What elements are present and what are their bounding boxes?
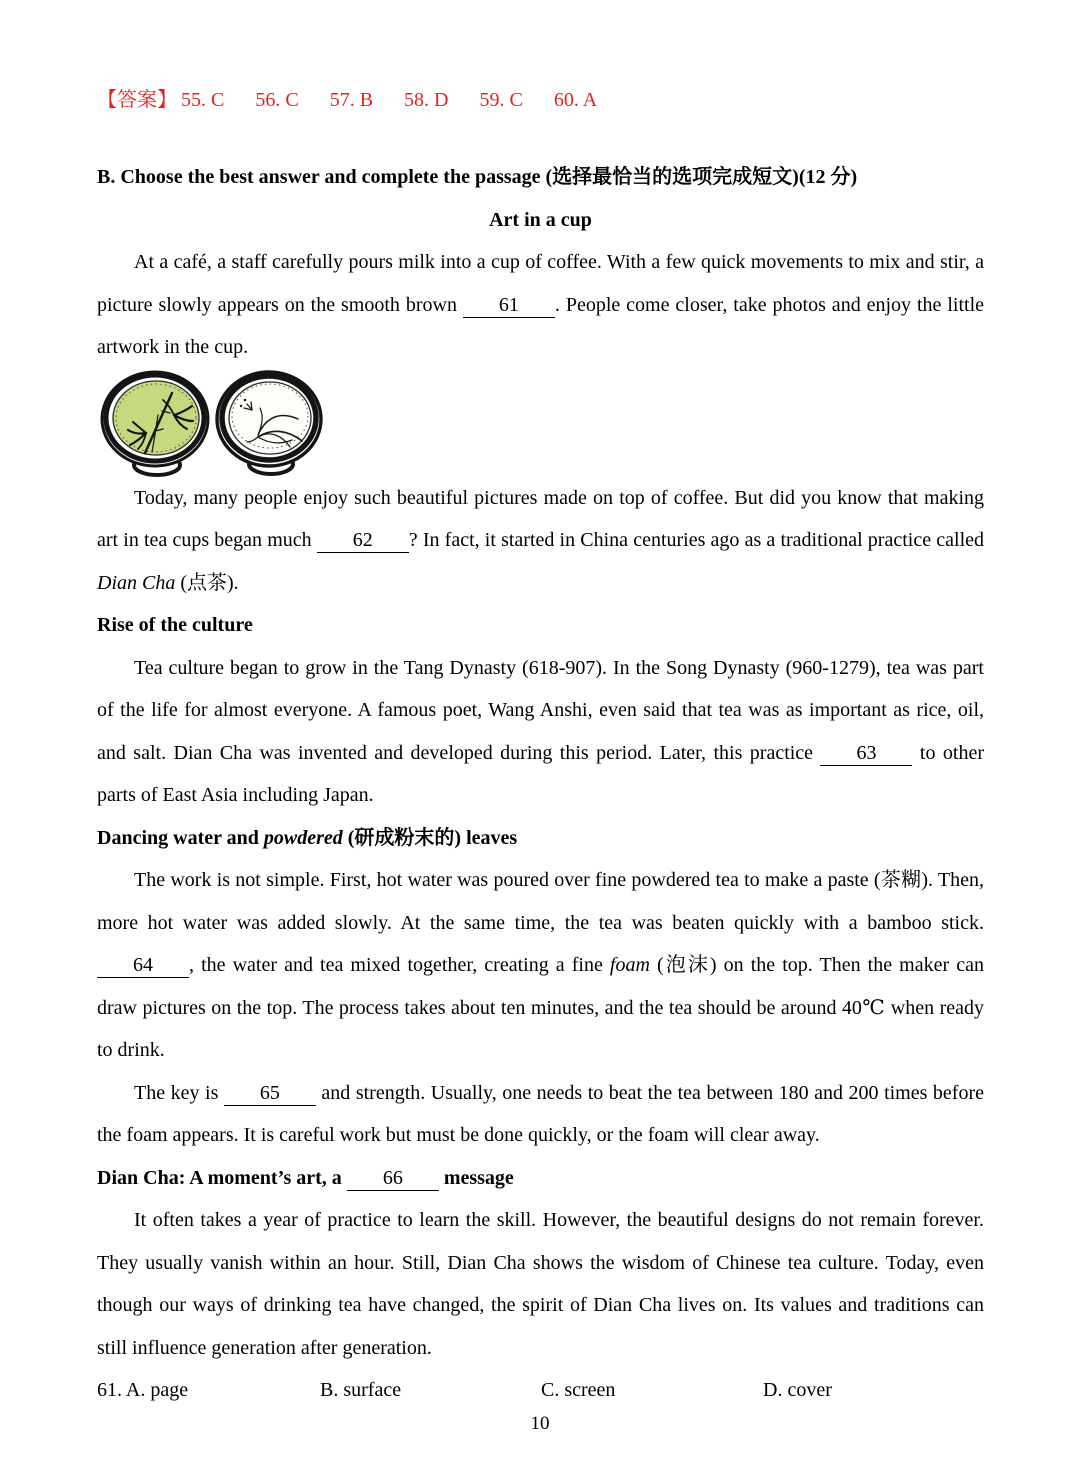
blank-62: 62 (317, 528, 409, 553)
answer-item-59: 59. C (479, 89, 523, 111)
answer-item-55: 55. C (181, 89, 225, 111)
text-run: Dian Cha: A moment’s art, a (97, 1166, 347, 1189)
text-run: Dian Cha (97, 571, 176, 594)
blank-64: 64 (97, 953, 189, 978)
option-61-b: B. surface (320, 1379, 402, 1401)
paragraph-6 (97, 1199, 984, 1369)
text-run: Tea culture began to grow in the Tang Dynasty (618-907). In the Song Dynasty (960-1279), tea was part of the life for almost everyone. A famous poet, Wang Anshi, even said that tea was as important as rice, oil, and salt. Dian Cha was invented and developed during this period. Later, this practice (97, 656, 984, 764)
text-run: , the water and tea mixed together, creating a fine (189, 954, 610, 976)
blank-63: 63 (820, 741, 912, 766)
text-run: powdered (263, 826, 343, 849)
text-run: The work is not simple. First, hot water was poured over fine powdered tea to make a paste (茶糊). Then, more hot water was added slowly. At the same time, the tea was beaten quickly with a bamboo stick. (97, 869, 984, 934)
text-run: (泡沫) on the top. Then the maker can draw pictures on the top. The process takes about ten minutes, and the tea should be around 40℃ when ready to drink. (97, 954, 984, 1061)
text-run: ? In fact, it started in China centuries ago as a traditional practice called (408, 529, 984, 551)
teacup-illustrations (100, 369, 326, 477)
text-run: (点茶). (175, 571, 239, 594)
text-run: . People come closer, take photos and enjoy the little artwork in the cup. (97, 293, 985, 358)
heading-dancing-water (97, 817, 984, 860)
answer-item-57: 57. B (329, 89, 374, 111)
heading-dian-cha-message (97, 1157, 984, 1200)
blank-61: 61 (463, 293, 555, 318)
blank-66: 66 (347, 1166, 439, 1191)
section-b-heading: B. Choose the best answer and complete the passage (选择最恰当的选项完成短文)(12 分) (97, 166, 858, 188)
option-61-a: 61. A. page (97, 1379, 189, 1401)
page-number: 10 (530, 1413, 550, 1434)
text-run: Dancing water and (97, 826, 264, 849)
text-run: It often takes a year of practice to learn the skill. However, the beautiful designs do not remain forever. They usually vanish within an hour. Still, Dian Cha shows the wisdom of Chinese tea culture. Today, even though our ways of drinking tea have changed, the spirit of Dian Cha lives on. Its values and traditions can still influence generation after generation. (97, 1209, 984, 1359)
text-run: and strength. Usually, one needs to beat the tea between 180 and 200 times before the foam appears. It is careful work but must be done quickly, or the foam will clear away. (97, 1081, 985, 1146)
paragraph-1 (97, 241, 984, 369)
text-run: foam (609, 954, 650, 976)
paragraph-4 (97, 859, 984, 1072)
answer-key-line (97, 86, 984, 114)
text-run: message (438, 1166, 514, 1189)
option-61-d: D. cover (763, 1379, 832, 1401)
text-run: (研成粉末的) leaves (342, 826, 518, 849)
paragraph-3 (97, 647, 984, 817)
teacup-images (100, 369, 984, 477)
teacup-white-image (217, 372, 321, 474)
blank-65: 65 (224, 1081, 316, 1106)
question-61-options (97, 1369, 984, 1412)
paragraph-5 (97, 1072, 984, 1157)
heading-rise-of-culture: Rise of the culture (97, 614, 253, 636)
teacup-green-image (102, 372, 208, 475)
option-61-c: C. screen (541, 1379, 616, 1401)
answer-item-56: 56. C (255, 89, 299, 111)
paragraph-2 (97, 477, 984, 605)
text-run: to other parts of East Asia including Japan. (97, 741, 984, 806)
text-run: At a café, a staff carefully pours milk into a cup of coffee. With a few quick movements to mix and stir, a picture slowly appears on the smooth brown (97, 251, 984, 316)
answer-item-58: 58. D (404, 89, 449, 111)
text-run: The key is (134, 1081, 224, 1104)
answer-key-label: 【答案】 (97, 89, 177, 111)
text-run: Today, many people enjoy such beautiful pictures made on top of coffee. But did you know that making art in tea cups began much (97, 486, 984, 551)
passage-title: Art in a cup (489, 208, 592, 231)
answer-item-60: 60. A (553, 89, 598, 111)
